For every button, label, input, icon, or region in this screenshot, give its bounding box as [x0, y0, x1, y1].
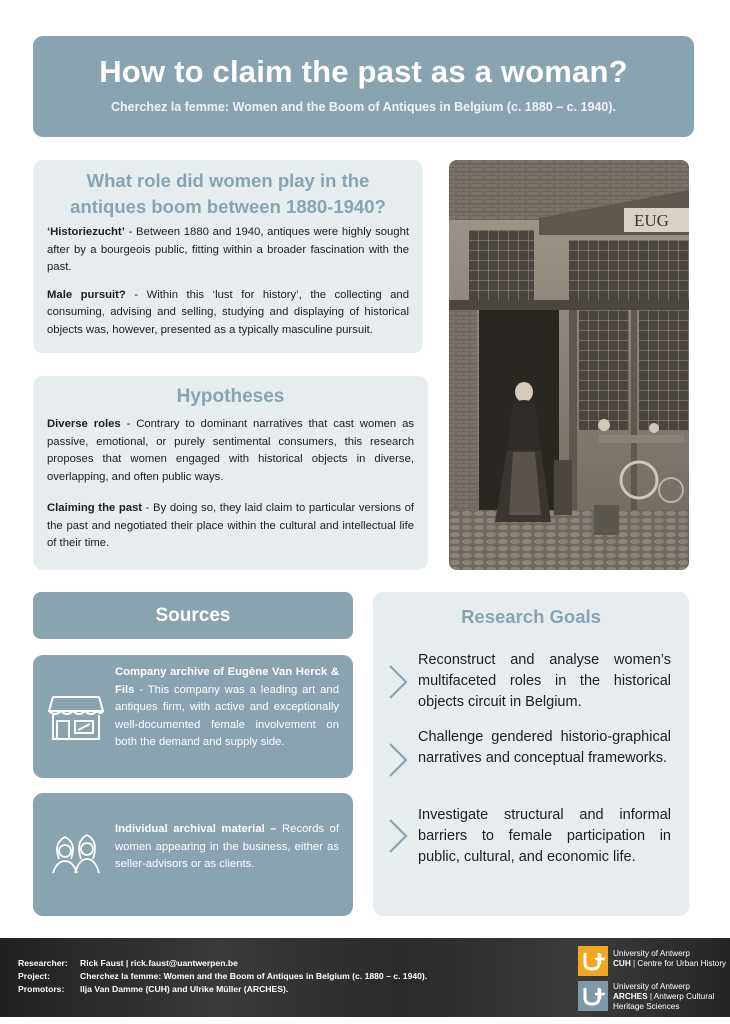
project-label: Project:	[18, 971, 50, 981]
role-paragraph-2	[47, 287, 409, 340]
promotors-label: Promotors:	[18, 984, 65, 994]
source-card-individual-material	[33, 793, 353, 916]
source-1-lead: Company archive of Eugène Van Herck & Fils	[115, 666, 339, 696]
poster-subtitle: Cherchez la femme: Women and the Boom of Antiques in Belgium (c. 1880 – c. 1940).	[111, 100, 616, 114]
role-p1-lead: ‘Historiezucht’	[47, 226, 125, 238]
footer-promotors	[18, 983, 288, 995]
arches-logo-icon	[578, 981, 608, 1011]
source-2-text	[115, 821, 339, 874]
hypo-p2-text: - By doing so, they laid claim to particular versions of the past and negotiated their place within the cultural and intellectual life of their time.	[47, 502, 414, 549]
project-value: Cherchez la femme: Women and the Boom of Antiques in Belgium (c. 1880 – c. 1940).	[80, 971, 428, 981]
footer-project	[18, 970, 427, 982]
shop-photo-illustration	[449, 160, 689, 570]
source-1-body: - This company was a leading art and antiques firm, with active and exceptionally well-documented female involvement on both the demand and supply side.	[115, 683, 339, 748]
role-p2-text: - Within this ‘lust for history’, the collecting and consuming, advising and selling, studying and displaying of historical objects was, however, presented as a typically masculine pursuit.	[47, 288, 409, 336]
arches-logo-line2	[613, 992, 714, 1002]
women-group-icon	[47, 829, 105, 884]
cuh-logo-name: | Centre for Urban History	[630, 959, 727, 968]
goal-item-3: Investigate structural and informal barriers to female participation in public, cultural, and economic life.	[418, 807, 671, 865]
role-panel	[33, 160, 423, 353]
researcher-value: Rick Faust | rick.faust@uantwerpen.be	[80, 958, 238, 968]
hypotheses-body	[47, 416, 414, 553]
sources-header: Sources	[33, 592, 353, 639]
hypotheses-title: Hypotheses	[176, 386, 285, 407]
antique-shop-photo	[449, 160, 689, 570]
arches-logo-name: | Antwerp Cultural	[647, 992, 715, 1001]
research-goals-panel	[373, 592, 689, 916]
research-goals-title: Research Goals	[461, 606, 601, 627]
arches-logo-line3: Heritage Sciences	[613, 1002, 680, 1011]
source-card-company-archive	[33, 655, 353, 778]
cuh-logo-line1: University of Antwerp	[613, 949, 690, 958]
poster-header	[33, 36, 694, 137]
source-2-lead: Individual archival material –	[115, 823, 277, 835]
hypotheses-paragraph-2	[47, 500, 414, 553]
researcher-label: Researcher:	[18, 958, 68, 968]
poster-title: How to claim the past as a woman?	[99, 54, 628, 89]
hypotheses-paragraph-1	[47, 416, 414, 486]
role-p2-lead: Male pursuit?	[47, 288, 126, 301]
goal-item-1: Reconstruct and analyse women’s multifaceted roles in the historical objects circuit in Belgium.	[418, 652, 671, 710]
arches-logo-abbr: ARCHES	[613, 992, 648, 1001]
hypo-p2-lead: Claiming the past	[47, 502, 143, 514]
source-2-body: Records of women appearing in the business, either as seller-advisors or as clients.	[115, 823, 339, 870]
goal-item-2: Challenge gendered historio-graphical narratives and conceptual frameworks.	[418, 729, 671, 766]
hypo-p1-lead: Diverse roles	[47, 418, 121, 430]
cuh-logo-line2	[613, 959, 726, 969]
cuh-logo-abbr: CUH	[613, 959, 631, 968]
arches-logo-line1: University of Antwerp	[613, 982, 690, 991]
hypotheses-panel	[33, 376, 428, 570]
role-paragraph-1	[47, 224, 409, 277]
chevron-right-icon	[387, 818, 409, 854]
footer-researcher	[18, 957, 238, 969]
arches-logo-text	[613, 982, 714, 1012]
promotors-value: Ilja Van Damme (CUH) and Ulrike Müller (ARCHES).	[80, 984, 289, 994]
storefront-icon	[47, 693, 105, 748]
role-p1-text: - Between 1880 and 1940, antiques were highly sought after by a bourgeois public, fitting within a broader fascination with the past.	[47, 226, 409, 273]
role-title: What role did women play in the antiques boom between 1880-1940?	[70, 170, 386, 217]
hypo-p1-text: - Contrary to dominant narratives that cast women as passive, emotional, or purely sentimental consumers, this research proposes that women engaged with historical objects in diverse, overlapping, and often public ways.	[47, 418, 415, 483]
cuh-logo-icon	[578, 946, 608, 976]
poster-footer	[0, 938, 730, 1017]
role-body	[47, 224, 409, 339]
source-1-text	[115, 664, 339, 752]
shop-sign-text: EUG	[634, 211, 669, 230]
chevron-right-icon	[387, 664, 409, 700]
chevron-right-icon	[387, 742, 409, 778]
cuh-logo-text	[613, 949, 726, 969]
